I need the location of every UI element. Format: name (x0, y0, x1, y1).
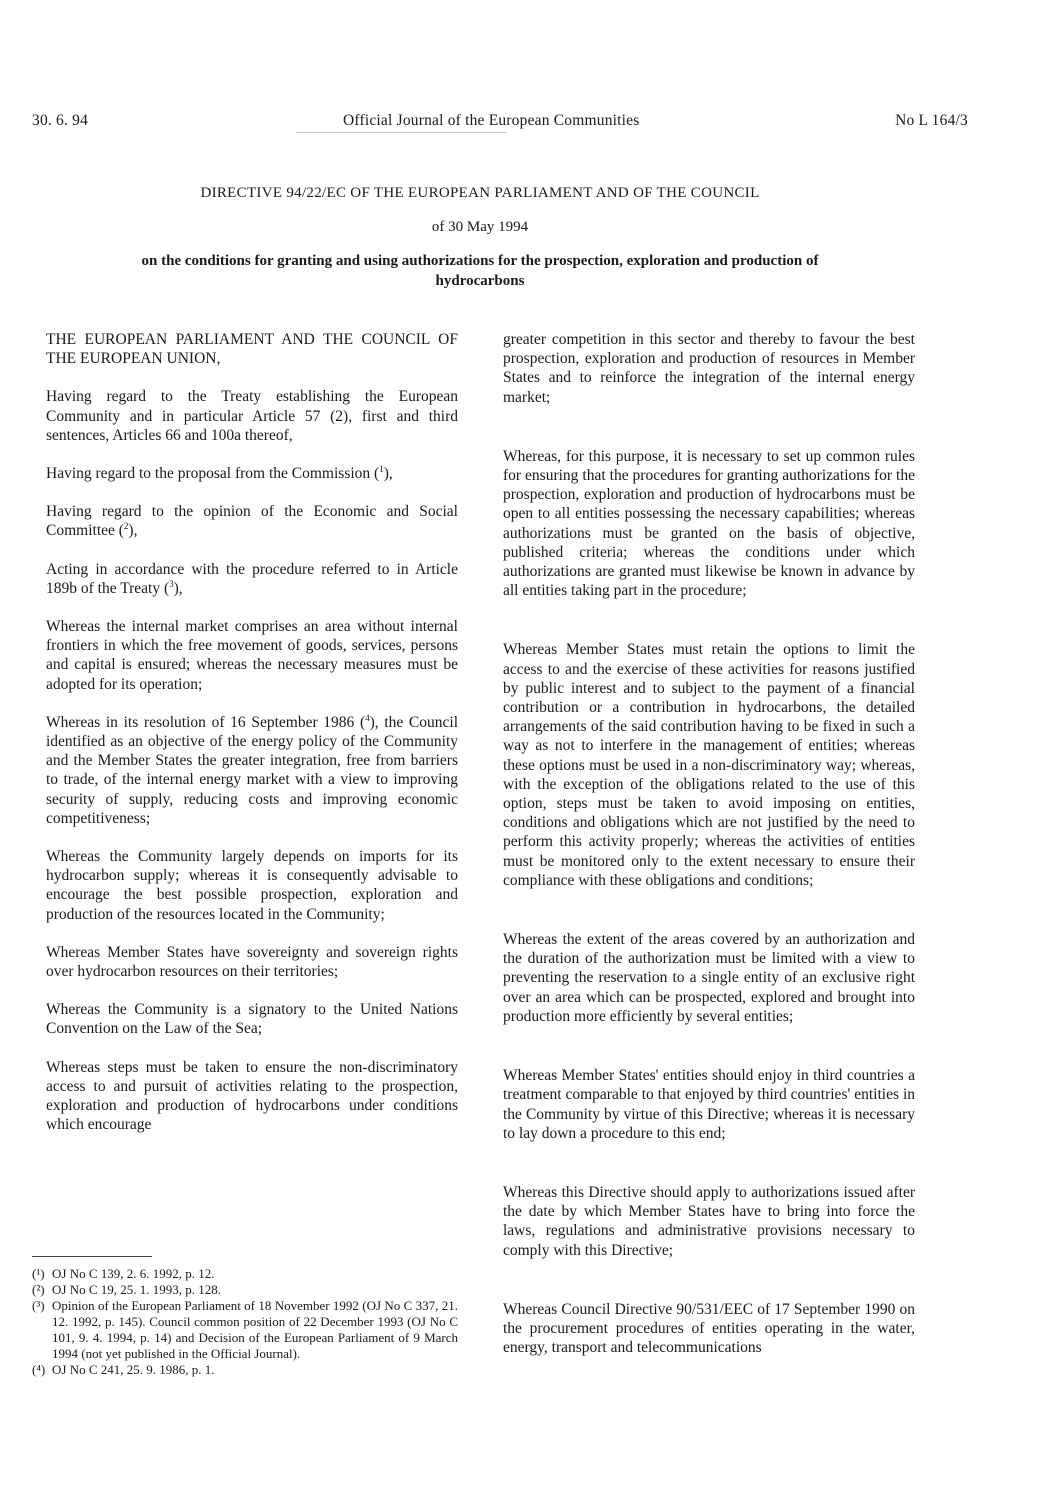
footnote-ref: 3 (169, 578, 174, 589)
header-date: 30. 6. 94 (32, 112, 89, 129)
header-journal-title: Official Journal of the European Communities (343, 112, 640, 129)
paragraph: greater competition in this sector and thereby to favour the best prospection, exploration and production of resources in Member States and to reinforce the integration of the internal energy market; (503, 331, 915, 406)
paragraph-text: Whereas in its resolution of 16 September 1986 ( (46, 713, 366, 731)
paragraph: Whereas the Community is a signatory to the United Nations Convention on the Law of the Sea; (46, 1001, 458, 1038)
directive-subject: on the conditions for granting and using authorizations for the prospection, exploration and production of hydrocarbons (141, 253, 819, 289)
directive-date: of 30 May 1994 (431, 219, 529, 235)
paragraph: Having regard to the Treaty establishing the European Community and in particular Article 57 (2), first and third sentences, Articles 66 and 100a thereof, (46, 388, 458, 444)
footnote-rule (32, 1256, 152, 1257)
paragraph: Whereas Member States' entities should enjoy in third countries a treatment comparable to that enjoyed by third countries' entities in the Community by virtue of this Directive; whereas it is necessary to lay down a procedure to this end; (503, 1067, 915, 1142)
header-rule (296, 132, 506, 133)
paragraph: Whereas Member States must retain the options to limit the access to and the exercise of these activities for reasons justified by public interest and to subject to the payment of a financial contribution or a contribution in hydrocarbons, the detailed arrangements of the said contribution having to be fixed in such a way as not to interfere in the management of entities; whereas these options must be used in a non-discriminatory way; whereas, with the exception of the obligations related to the use of this option, steps must be taken to avoid imposing on entities, conditions and obligations which are not justified by the need to perform this activity properly; whereas the activities of entities must be monitored only to the extent necessary to ensure their compliance with these obligations and conditions; (503, 641, 915, 889)
footnote-mark: (¹) (32, 1266, 45, 1281)
paragraph: Whereas, for this purpose, it is necessary to set up common rules for ensuring that the procedures for granting authorizations for the prospection, exploration and production of hydrocarbons must be open to all entities possessing the necessary capabilities; whereas authorizations must be granted on the basis of objective, published criteria; whereas the conditions under which authorizations are granted must likewise be known in advance by all entities taking part in the procedure; (503, 447, 915, 600)
footnote (32, 1298, 458, 1362)
title-block (100, 183, 860, 291)
paragraph: Whereas steps must be taken to ensure the non-discriminatory access to and pursuit of activities relating to the prospection, exploration and production of hydrocarbons under conditions which encourage (46, 1058, 458, 1134)
right-column (503, 330, 915, 1357)
footnote-text: OJ No C 19, 25. 1. 1993, p. 128. (52, 1282, 222, 1297)
paragraph: Whereas this Directive should apply to authorizations issued after the date by which Member States have to bring into force the laws, regulations and administrative provisions necessary to comply with this Directive; (503, 1183, 915, 1259)
footnote (32, 1266, 458, 1282)
footnote-text: Opinion of the European Parliament of 18 November 1992 (OJ No C 337, 21. 12. 1992, p. 145). Council common position of 22 December 1993 (OJ No C 101, 9. 4. 1994, p. 14) and Decision of the European Parliament of 9 March 1994 (not yet published in the Official Journal). (52, 1298, 458, 1361)
directive-title: DIRECTIVE 94/22/EC OF THE EUROPEAN PARLIAMENT AND OF THE COUNCIL (200, 185, 760, 201)
paragraph-text: Acting in accordance with the procedure referred to in Article 189b of the Treaty ( (46, 560, 458, 597)
footnote (32, 1282, 458, 1298)
footnote (32, 1362, 458, 1378)
paragraph-text: ), (173, 579, 183, 597)
header-page-number: No L 164/3 (895, 112, 968, 129)
paragraph (46, 502, 458, 540)
footnote-text: OJ No C 139, 2. 6. 1992, p. 12. (52, 1266, 215, 1281)
footnote-mark: (⁴) (32, 1362, 46, 1377)
footnote-ref: 1 (379, 463, 384, 474)
paragraph: Whereas the internal market comprises an area without internal frontiers in which the free movement of goods, services, persons and capital is ensured; whereas the necessary measures must be adopted for its operation; (46, 618, 458, 693)
footnote-mark: (²) (32, 1282, 45, 1297)
paragraph: Whereas Council Directive 90/531/EEC of 17 September 1990 on the procurement procedures of entities operating in the water, energy, transport and telecommunications (503, 1300, 915, 1357)
paragraph: Whereas the extent of the areas covered by an authorization and the duration of the authorization must be limited with a view to preventing the reservation to a single entity of an exclusive right over an area which can be prospected, explored and brought into production more efficiently by several entities; (503, 931, 915, 1025)
paragraph-text: Having regard to the proposal from the Commission ( (46, 465, 380, 483)
footnote-ref: 2 (123, 521, 129, 532)
footnote-mark: (³) (32, 1298, 45, 1313)
paragraph (46, 464, 458, 483)
paragraph (46, 560, 458, 598)
running-header (32, 112, 968, 134)
paragraph: Whereas Member States have sovereignty and sovereign rights over hydrocarbon resources on their territories; (46, 943, 458, 981)
paragraph (46, 713, 458, 828)
left-column (46, 330, 458, 1135)
paragraph: THE EUROPEAN PARLIAMENT AND THE COUNCIL OF THE EUROPEAN UNION, (46, 331, 458, 368)
footnote-text: OJ No C 241, 25. 9. 1986, p. 1. (52, 1362, 215, 1377)
paragraph-text: ), the Council identified as an objective of the energy policy of the Community and the Member States the greater integration, free from barriers to trade, of the internal energy market with a view to improving security of supply, reducing costs and improving economic competitiveness; (46, 713, 458, 827)
paragraph: Whereas the Community largely depends on imports for its hydrocarbon supply; whereas it is consequently advisable to encourage the best possible prospection, exploration and production of the resources located in the Community; (46, 848, 458, 923)
paragraph-text: Having regard to the opinion of the Economic and Social Committee ( (46, 503, 458, 540)
footnotes (32, 1266, 458, 1378)
footnote-ref: 4 (365, 712, 370, 723)
paragraph-text: ), (128, 522, 138, 540)
paragraph-text: ), (383, 465, 393, 483)
